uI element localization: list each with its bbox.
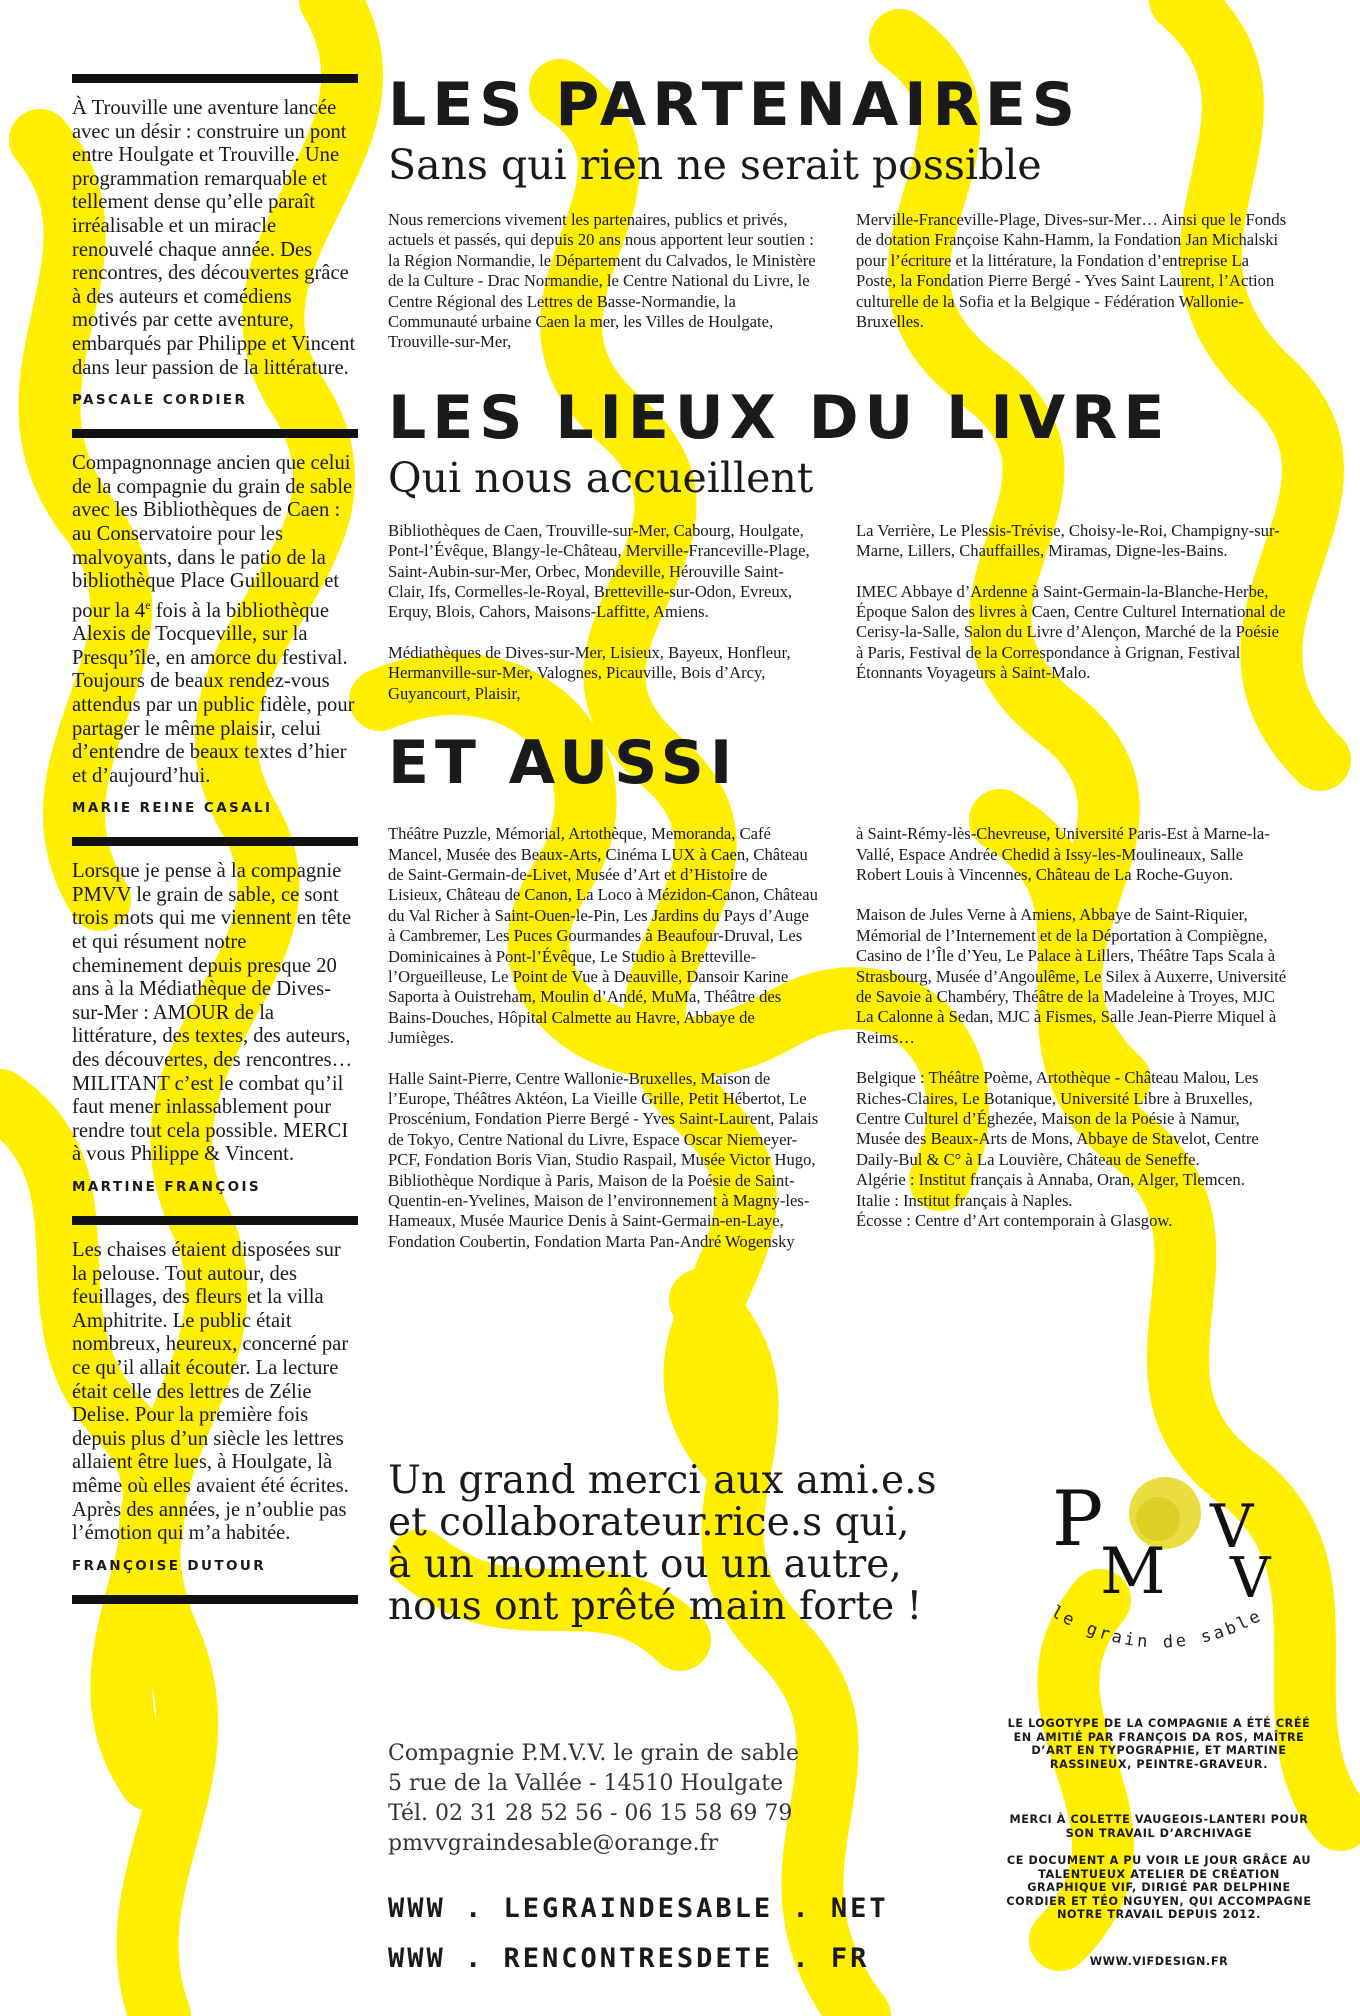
testimonial-author: FRANÇOISE DUTOUR (72, 1557, 267, 1574)
paragraph: Théâtre Puzzle, Mémorial, Artothèque, Memoranda, Café Mancel, Musée des Beaux-Arts, Cinéma LUX à Caen, Château de Saint-Germain-de-Livet, Musée d’Art et d’Histoire de Lisieux, Château de Canon, La Loco à Mézidon-Canon, Château du Val Richer à Saint-Ouen-le-Pin, Les Jardins du Pays d’Auge à Cambremer, Les Puces Gourmandes à Beaufour-Druval, Les Dominicaines à Pont-l’Évêque, Le Studio à Bretteville-l’Orgueilleuse, Le Point de Vue à Deauville, Dansoir Karine Saporta à Ouistreham, Moulin d’Andé, MuMa, Théâtre des Bains-Douches, Hôpital Calmette au Havre, Abbaye de Jumièges. (388, 824, 818, 1048)
text-column (388, 210, 820, 373)
logo-letter-p: P (1052, 1474, 1104, 1563)
email-address[interactable]: pmvvgraindesable@orange.fr (388, 1831, 719, 1856)
paragraph: Bibliothèques de Caen, Trouville-sur-Mer, Cabourg, Houlgate, Pont-l’Évêque, Blangy-le-Château, Merville-Franceville-Plage, Saint-Aubin-sur-Mer, Orbec, Mondeville, Hérouville Saint-Clair, Ifs, Cormelles-le-Royal, Bretteville-sur-Odon, Evreux, Erquy, Blois, Cahors, Maisons-Laffitte, Amiens. (388, 520, 810, 622)
divider-rule (72, 1216, 358, 1225)
divider-rule (72, 1595, 358, 1604)
main-content (388, 70, 1288, 1272)
text-column (856, 824, 1288, 1272)
partenaires-section (388, 70, 1288, 373)
divider-rule (72, 429, 358, 438)
logo-letter-v: V (1230, 1546, 1271, 1611)
testimonials-column (72, 74, 358, 1604)
text-column (856, 210, 1288, 373)
paragraph: La Verrière, Le Plessis-Trévise, Choisy-le-Roi, Champigny-sur-Marne, Lillers, Chauffailles, Miramas, Digne-les-Bains. (856, 520, 1280, 561)
thanks-line: Un grand merci aux ami.e.s (388, 1458, 937, 1503)
paragraph: Belgique : Théâtre Poème, Artothèque - Château Malou, Les Riches-Claires, Le Botanique, Université Libre à Bruxelles, Centre Culturel d’Éghezée, Maison de la Poésie à Namur, Musée des Beaux-Arts de Mons, Abbaye de Stavelot, Centre Daily-Bul & C° à La Louvière, Château de Seneffe. Algérie : Institut français à Annaba, Oran, Alger, Tlemcen. Italie : Institut français à Naples. Écosse : Centre d’Art contemporain à Glasgow. (856, 1068, 1259, 1230)
divider-rule (72, 837, 358, 846)
text-column (388, 521, 820, 724)
paragraph: Merville-Franceville-Plage, Dives-sur-Mer… Ainsi que le Fonds de dotation Françoise Kahn-Hamm, la Fondation Jan Michalski pour l’écriture et la littérature, la Fondation d’entreprise La Poste, la Fondation Pierre Bergé - Yves Saint Laurent, l’Action culturelle de la Sofia et la Belgique - Fédération Wallonie-Bruxelles. (856, 210, 1287, 332)
thanks-line: et collaborateur.rice.s qui, (388, 1500, 910, 1545)
paragraph: Maison de Jules Verne à Amiens, Abbaye de Saint-Riquier, Mémorial de l’Internement et de la Déportation à Compiègne, Casino de l’Île d’Yeu, Le Palace à Lillers, Théâtre Taps Scala à Strasbourg, Musée d’Angoulême, Le Silex à Auxerre, Université de Savoie à Chambéry, Théâtre de la Madeleine à Troyes, MJC La Calonne à Sedan, MJC à Fismes, Salle Jean-Pierre Miquel à Reims… (856, 905, 1287, 1047)
aussi-section (388, 728, 1288, 1272)
divider-rule (72, 74, 358, 83)
testimonial-text: Les chaises étaient disposées sur la pelouse. Tout autour, des feuillages, des fleurs et la villa Amphitrite. Le public était nombreux, heureux, concerné par ce qu’il allait écouter. La lecture était celle des lettres de Zélie Delise. Pour la première fois depuis plus d’un siècle les lettres allaient être lues, à Houlgate, là même où elles avaient été écrites. Après des années, je n’oublie pas l’émotion qui m’a habitée. (72, 1239, 349, 1545)
lieux-section (388, 382, 1288, 724)
thanks-line: nous ont prêté main forte ! (388, 1584, 923, 1629)
logo-credit: LE LOGOTYPE DE LA COMPAGNIE A ÉTÉ CRÉÉ EN AMITIÉ PAR FRANÇOIS DA ROS, MAÎTRE D’ART EN TYPOGRAPHIE, ET MARTINE RASSINEUX, PEINTRE-GRAVEUR. (1007, 1717, 1311, 1771)
paragraph: Halle Saint-Pierre, Centre Wallonie-Bruxelles, Maison de l’Europe, Théâtres Aktéon, La Vieille Grille, Petit Hébertot, Le Proscénium, Fondation Pierre Bergé - Yves Saint-Laurent, Palais de Tokyo, Centre National du Livre, Espace Oscar Niemeyer-PCF, Fondation Boris Vian, Studio Raspail, Musée Victor Hugo, Bibliothèque Nordique à Paris, Maison de la Poésie de Saint-Quentin-en-Yvelines, Maison de l’environnement à Magny-les-Hameaux, Musée Maurice Denis à Saint-Germain-en-Laye, Fondation Coubertin, Fondation Marta Pan-André Wogensky (388, 1068, 819, 1251)
contact-block (388, 1739, 888, 1859)
thanks-message (388, 1460, 988, 1628)
website-link[interactable]: WWW . RENCONTRESDETE . FR (388, 1943, 870, 1974)
thanks-line: à un moment ou un autre, (388, 1542, 902, 1587)
testimonial-text: Lorsque je pense à la compagnie PMVV le grain de sable, ce sont trois mots qui me viennent en tête et qui résument notre cheminement depuis presque 20 ans à la Médiathèque de Dives-sur-Mer : AMOUR de la littérature, des textes, des auteurs, des découvertes, des rencontres… MILITANT c’est le combat qu’il faut mener inlassablement pour rendre tout cela possible. MERCI à vous Philippe & Vincent. (72, 860, 353, 1166)
street-address: 5 rue de la Vallée - 14510 Houlgate (388, 1771, 784, 1796)
testimonial-author: MARTINE FRANÇOIS (72, 1179, 262, 1196)
text-column (856, 521, 1288, 724)
testimonial-text: Compagnonnage ancien que celui de la compagnie du grain de sable avec les Bibliothèques de Caen : au Conservatoire pour les malvoyants, dans le patio de la bibliothèque Place Guillouard et pour la 4e fois à la bibliothèque Alexis de Tocqueville, sur la Presqu’île, en amorce du festival. Toujours de beaux rendez-vous attendus par un public fidèle, pour partager le même plaisir, celui d’entendre de beaux textes d’hier et d’aujourd’hui. (72, 452, 355, 787)
design-credit: CE DOCUMENT A PU VOIR LE JOUR GRÂCE AU TALENTUEUX ATELIER DE CRÉATION GRAPHIQUE VIF, DIRIGÉ PAR DELPHINE CORDIER ET TÉO NGUYEN, QUI ACCOMPAGNE NOTRE TRAVAIL DEPUIS 2012. (1006, 1854, 1312, 1921)
testimonial-text: À Trouville une aventure lancée avec un désir : construire un pont entre Houlgate et Trouville. Une programmation remarquable et tellement dense qu’elle paraît irréalisable et un miracle renouvelé chaque année. Des rencontres, des découvertes grâce à des auteurs et comédiens motivés par cette aventure, embarqués par Philippe et Vincent dans leur passion de la littérature. (72, 97, 356, 379)
paragraph: IMEC Abbaye d’Ardenne à Saint-Germain-la-Blanche-Herbe, Époque Salon des livres à Caen, Centre Culturel International de Cerisy-la-Salle, Salon du Livre d’Alençon, Marché de la Poésie à Paris, Festival de la Correspondance à Grignan, Festival Étonnants Voyageurs à Saint-Malo. (856, 581, 1286, 683)
paragraph: Nous remercions vivement les partenaires, publics et privés, actuels et passés, qui depuis 20 ans nous apportent leur soutien : la Région Normandie, le Département du Calvados, le Ministère de la Culture - Drac Normandie, le Centre National du Livre, le Centre Régional des Lettres de Basse-Normandie, la Communauté urbaine Caen la mer, les Villes de Houlgate, Trouville-sur-Mer, (388, 210, 816, 352)
phone-numbers: Tél. 02 31 28 52 56 - 06 15 58 69 79 (388, 1801, 793, 1826)
testimonial-author: MARIE REINE CASALI (72, 800, 273, 817)
logo-letter-m: M (1100, 1535, 1166, 1609)
section-title: LES LIEUX DU LIVRE (388, 382, 1171, 453)
design-website[interactable]: WWW.VIFDESIGN.FR (1089, 1955, 1229, 1968)
paragraph: à Saint-Rémy-lès-Chevreuse, Université Paris-Est à Marne-la-Vallé, Espace Andrée Chedid à Issy-les-Moulineaux, Salle Robert Louis à Vincennes, Château de La Roche-Guyon. (856, 824, 1270, 884)
section-title: LES PARTENAIRES (388, 70, 1082, 140)
website-link[interactable]: WWW . LEGRAINDESABLE . NET (388, 1893, 889, 1924)
section-title: ET AUSSI (388, 728, 739, 799)
testimonial-author: PASCALE CORDIER (72, 392, 248, 409)
logo-tagline: le grain de sable (1047, 1602, 1267, 1653)
pmvv-logo (1030, 1465, 1290, 1685)
logo-letter-v: V (1210, 1492, 1254, 1562)
section-subtitle: Qui nous accueillent (388, 453, 814, 502)
paragraph: Médiathèques de Dives-sur-Mer, Lisieux, Bayeux, Honfleur, Hermanville-sur-Mer, Valognes, Picauville, Bois d’Arcy, Guyancourt, Plaisir, (388, 642, 791, 703)
archive-credit: MERCI À COLETTE VAUGEOIS-LANTERI POUR SON TRAVAIL D’ARCHIVAGE (1009, 1813, 1309, 1840)
company-name: Compagnie P.M.V.V. le grain de sable (388, 1741, 799, 1766)
text-column (388, 824, 820, 1272)
section-subtitle: Sans qui rien ne serait possible (388, 141, 1042, 189)
